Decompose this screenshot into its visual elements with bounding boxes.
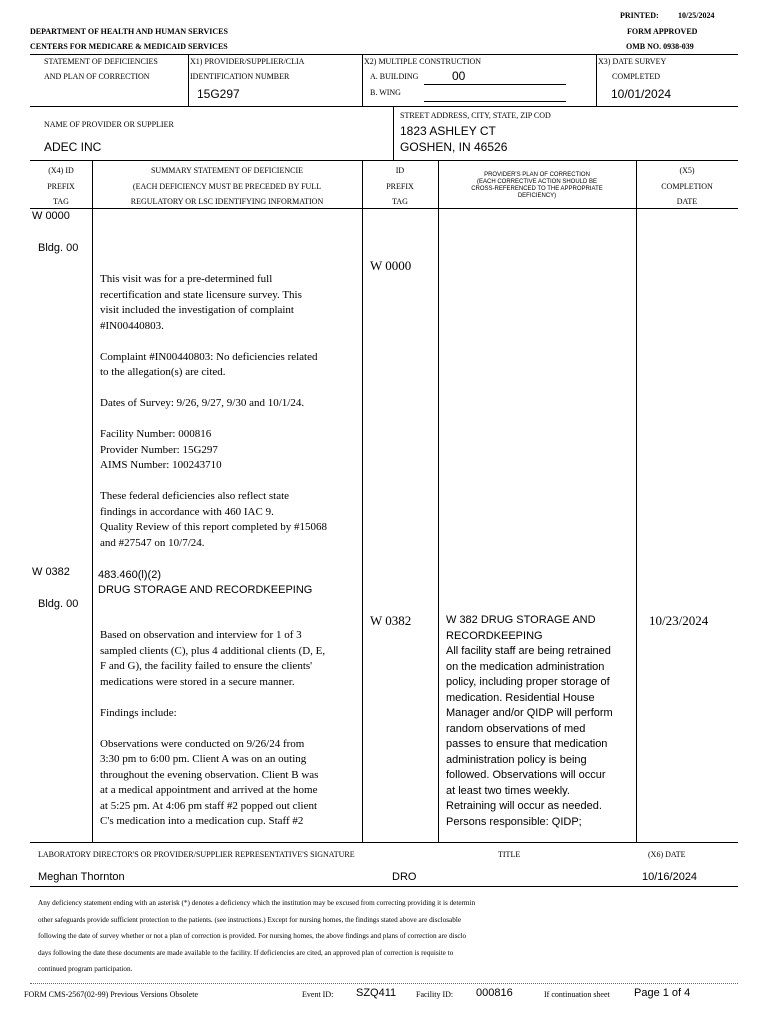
summary-paragraph: Facility Number: 000816 Provider Number: 15G297 AIMS Number: 100243710 <box>100 428 222 471</box>
summary-header-3: REGULATORY OR LSC IDENTIFYING INFORMATION <box>130 197 324 206</box>
poc-header-1: PROVIDER'S PLAN OF CORRECTION <box>484 172 590 178</box>
poc-line: Manager and/or QIDP will perform <box>446 707 613 719</box>
disclaimer <box>38 895 738 978</box>
form-number: FORM CMS-2567(02-99) Previous Versions Obsolete <box>24 990 199 999</box>
x4-header-2: PREFIX <box>47 182 75 191</box>
signature-date: 10/16/2024 <box>642 871 698 883</box>
bldg-w0000: Bldg. 00 <box>38 242 79 254</box>
summary-paragraph: This visit was for a pre-determined full recertification and state licensure survey. This visit included the investigation of complaint #IN00440803. <box>100 273 302 332</box>
disclaimer-line: continued program participation. <box>38 965 133 973</box>
signature-label: LABORATORY DIRECTOR'S OR PROVIDER/SUPPLIER REPRESENTATIVE'S SIGNATURE <box>38 850 355 859</box>
statement-label-2: AND PLAN OF CORRECTION <box>44 72 150 81</box>
printed-label: PRINTED: <box>620 11 659 20</box>
provider-name-value: ADEC INC <box>44 140 102 154</box>
address-line-2: GOSHEN, IN 46526 <box>400 140 508 154</box>
x1-label-1: X1) PROVIDER/SUPPLIER/CLIA <box>190 57 305 66</box>
poc-header-2: (EACH CORRECTIVE ACTION SHOULD BE <box>476 179 598 185</box>
x3-label-2: COMPLETED <box>612 72 660 81</box>
poc-line: W 382 DRUG STORAGE AND <box>446 614 596 626</box>
poc-header-3: CROSS-REFERENCED TO THE APPROPRIATE <box>471 186 603 192</box>
poc-line: policy, including proper storage of <box>446 676 610 688</box>
provider-name-label: NAME OF PROVIDER OR SUPPLIER <box>44 120 174 129</box>
x4-header-1: (X4) ID <box>48 166 74 175</box>
summary-paragraph: Observations were conducted on 9/26/24 from 3:30 pm to 6:00 pm. Client A was on an outing throughout the evening observation. Client B was at a medical appointment and arrived at the home at 5:25 pm. At 4:06 pm staff #2 popped out client C's medication into a medication cup. Staff #2 <box>100 737 319 827</box>
form-approved: FORM APPROVED <box>627 27 698 36</box>
building-label: A. BUILDING <box>370 72 419 81</box>
x3-label-1: X3) DATE SURVEY <box>598 57 667 66</box>
summary-paragraph: These federal deficiencies also reflect state findings in accordance with 460 IAC 9. Quality Review of this report completed by #15068 and #27547 on 10/7/24. <box>100 490 327 549</box>
tag-w0000: W 0000 <box>32 210 70 222</box>
facility-id-label: Facility ID: <box>416 990 454 999</box>
summary-header-2: (EACH DEFICIENCY MUST BE PRECEDED BY FULL <box>132 182 322 191</box>
x2-label: X2) MULTIPLE CONSTRUCTION <box>364 57 482 66</box>
event-id-label: Event ID: <box>302 990 334 999</box>
poc-header <box>438 172 636 200</box>
continuation-label: If continuation sheet <box>544 990 610 999</box>
event-id-value: SZQ411 <box>356 987 397 999</box>
statement-label-1: STATEMENT OF DEFICIENCIES <box>44 57 158 66</box>
summary-paragraph: Dates of Survey: 9/26, 9/27, 9/30 and 10/1/24. <box>100 397 305 409</box>
building-value: 00 <box>452 69 466 83</box>
regulation-title: DRUG STORAGE AND RECORDKEEPING <box>98 584 313 596</box>
disclaimer-line: Any deficiency statement ending with an asterisk (*) denotes a deficiency which the institution may be excused from correcting providing it is determin <box>38 899 476 907</box>
centers-title: CENTERS FOR MEDICARE & MEDICAID SERVICES <box>30 42 228 51</box>
poc-line: Persons responsible: QIDP; <box>446 815 582 828</box>
summary-header-1: SUMMARY STATEMENT OF DEFICIENCIE <box>150 166 304 175</box>
bldg-w0382: Bldg. 00 <box>38 598 79 610</box>
department-title: DEPARTMENT OF HEALTH AND HUMAN SERVICES <box>30 27 228 36</box>
x5-header-2: COMPLETION <box>661 182 713 191</box>
x5-header-1: (X5) <box>679 166 695 175</box>
plan-of-correction-w0382 <box>446 613 634 830</box>
poc-line: on the medication administration <box>446 660 605 673</box>
summary-paragraph: Based on observation and interview for 1 of 3 sampled clients (C), plus 4 additional clients (D, E, F and G), the facility failed to ensure the clients' medications were stored in a secure manner. <box>100 629 326 688</box>
summary-paragraph: Complaint #IN00440803: No deficiencies related to the allegation(s) are cited. <box>100 350 318 378</box>
poc-line: at least two times weekly. <box>446 784 570 797</box>
id-header-3: TAG <box>392 197 408 206</box>
signature-name: Meghan Thornton <box>38 871 125 883</box>
poc-line: RECORDKEEPING <box>446 629 543 642</box>
wing-label: B. WING <box>370 88 401 97</box>
poc-line: administration policy is being <box>446 753 587 766</box>
poc-line: followed. Observations will occur <box>446 769 606 781</box>
tag-w0382: W 0382 <box>32 566 70 578</box>
regulation-number: 483.460(l)(2) <box>98 569 161 581</box>
poc-line: Retraining will occur as needed. <box>446 800 602 812</box>
summary-paragraph: Findings include: <box>100 706 177 719</box>
summary-w0382 <box>100 628 360 845</box>
id-header-1: ID <box>395 166 405 175</box>
address-label: STREET ADDRESS, CITY, STATE, ZIP COD <box>400 111 551 120</box>
survey-date-value: 10/01/2024 <box>611 87 672 101</box>
summary-w0000 <box>100 272 360 567</box>
regulation-w0382 <box>98 568 312 598</box>
title-label: TITLE <box>498 850 521 859</box>
right-tag-w0382: W 0382 <box>370 613 412 628</box>
poc-line: random observations of med <box>446 722 586 735</box>
id-header-2: PREFIX <box>386 182 414 191</box>
printed-date: 10/25/2024 <box>678 11 715 20</box>
poc-line: passes to ensure that medication <box>446 738 608 750</box>
disclaimer-line: days following the date these documents are made available to the facility. If deficiencies are cited, an approved plan of correction is requisite to <box>38 948 454 957</box>
poc-line: medication. Residential House <box>446 691 595 704</box>
right-tag-w0000: W 0000 <box>370 258 412 273</box>
poc-line: All facility staff are being retrained <box>446 645 611 657</box>
facility-id-value: 000816 <box>476 987 513 999</box>
signature-title: DRO <box>392 871 417 883</box>
address-line-1: 1823 ASHLEY CT <box>400 124 496 138</box>
poc-header-4: DEFICIENCY) <box>517 193 557 199</box>
page-number: Page 1 of 4 <box>634 987 691 999</box>
disclaimer-line: other safeguards provide sufficient protection to the patients. (see instructions.) Except for nursing homes, the findings stated above are disclosable <box>38 915 462 924</box>
completion-date-w0382: 10/23/2024 <box>649 613 709 628</box>
date-label: (X6) DATE <box>648 850 686 859</box>
x4-header-3: TAG <box>53 197 69 206</box>
x1-label-2: IDENTIFICATION NUMBER <box>190 72 290 81</box>
disclaimer-line: following the date of survey whether or not a plan of correction is provided. For nursing homes, the above findings and plans of correction are disclo <box>38 932 467 940</box>
provider-id-value: 15G297 <box>197 87 240 101</box>
omb-number: OMB NO. 0938-039 <box>626 42 694 51</box>
x5-header-3: DATE <box>676 197 698 206</box>
